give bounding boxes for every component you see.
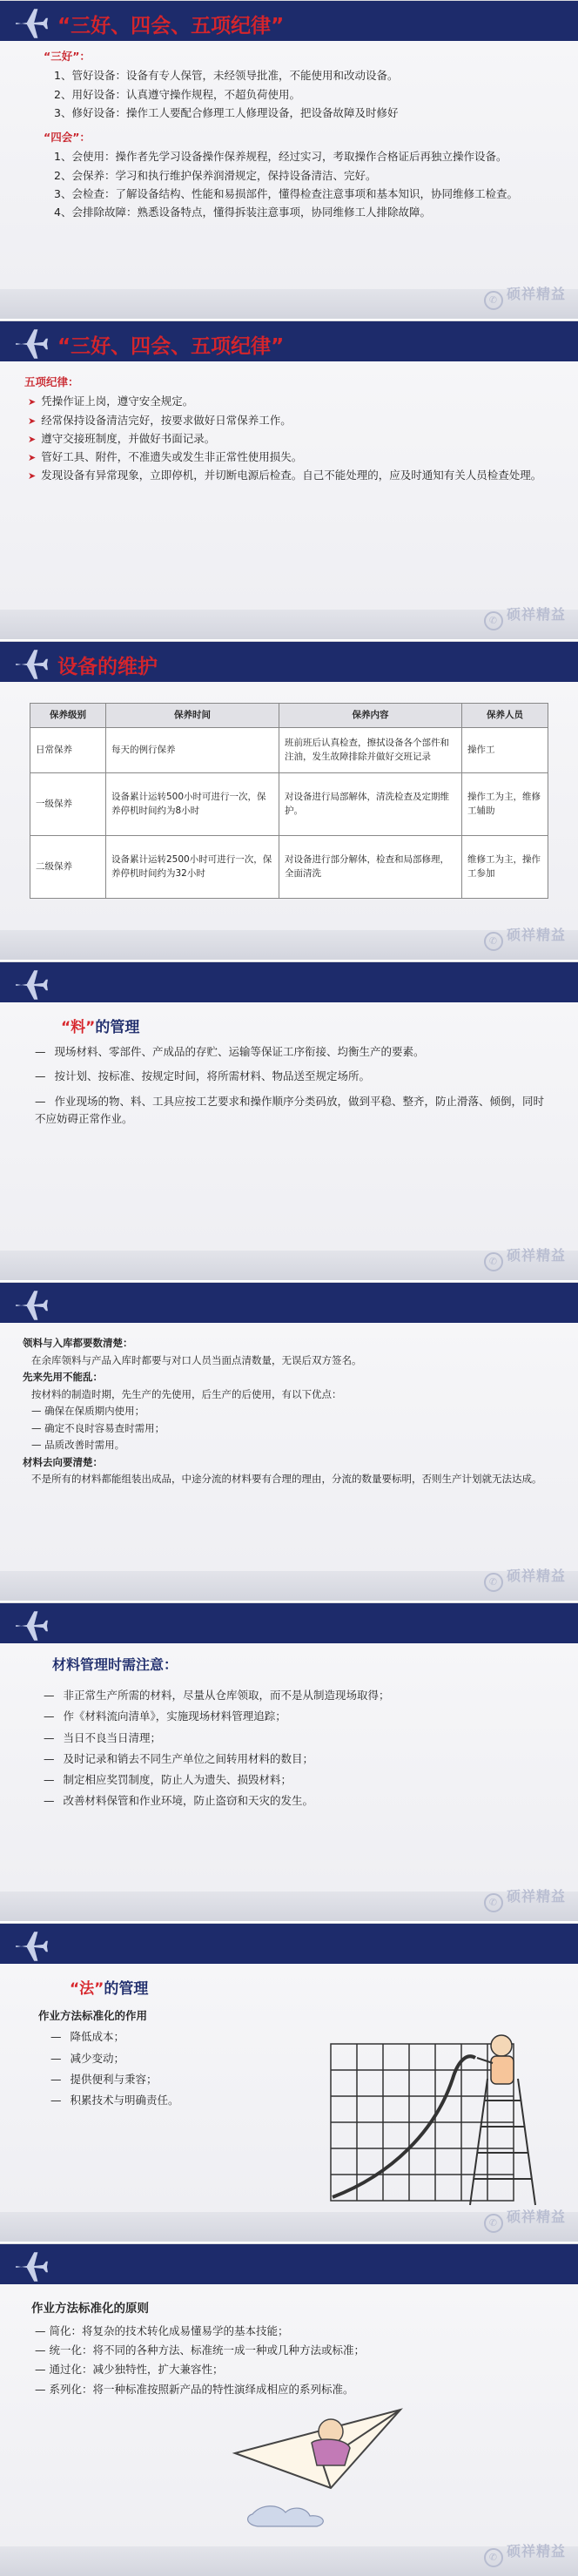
list-item: 1、管好设备：设备有专人保管，未经领导批准，不能使用和改动设备。: [54, 69, 399, 83]
list-item: — 提供便利与秉容；: [50, 2072, 158, 2086]
text-line: — 确保在保质期内使用；: [31, 1405, 145, 1418]
airplane-icon: [12, 1608, 49, 1644]
table-cell: 一级保养: [30, 773, 106, 836]
list-item: ➤ 遵守交接班制度，并做好书面记录。: [28, 431, 216, 445]
list-item: — 按计划、按标准、按规定时间，将所需材料、物品送至规定场所。: [35, 1069, 371, 1083]
table-cell: 设备累计运转500小时可进行一次，保养停机时间约为8小时: [106, 773, 279, 836]
table-cell: 班前班后认真检查，擦拭设备各个部件和注油，发生故障排除并做好交班记录: [279, 728, 462, 773]
list-item: 3、修好设备：操作工人要配合修理工人修理设备，把设备故障及时修好: [54, 105, 399, 119]
airplane-icon: [12, 326, 49, 362]
title-bar: [0, 1283, 578, 1323]
text-line: 领料与入库都要数清楚：: [23, 1337, 133, 1349]
list-item: — 当日不良当日清理；: [44, 1730, 162, 1744]
title-bar: [0, 2244, 578, 2284]
slide-content: [23, 44, 555, 222]
table-header: 保养时间: [106, 704, 279, 728]
watermark: ✆ 硕祥精益: [484, 924, 566, 951]
slide-8: [0, 2243, 578, 2576]
title-bar: [0, 1924, 578, 1964]
table-row: [30, 773, 548, 836]
table-cell: 每天的例行保养: [106, 728, 279, 773]
table-cell: 对设备进行部分解体，检查和局部修理，全面清洗: [279, 836, 462, 899]
text-line: — 确定不良时容易查时需用；: [31, 1421, 165, 1434]
watermark: ✆ 硕祥精益: [484, 2540, 566, 2567]
slide-2: [0, 320, 578, 639]
text-line: 不是所有的材料都能组装出成品，中途分流的材料要有合理的理由，分流的数量要标明，否则生产计划就无法达成。: [31, 1473, 542, 1486]
list-item: 1、会使用：操作者先学习设备操作保养规程，经过实习，考取操作合格证后再独立操作设备。: [54, 150, 507, 164]
section-heading: 作业方法标准化的原则: [31, 2302, 149, 2316]
section-heading: 五项纪律：: [24, 375, 79, 388]
airplane-icon: [12, 646, 49, 683]
watermark: ✆ 硕祥精益: [484, 604, 566, 631]
slide-title: “三好、四会、五项纪律”: [57, 15, 285, 37]
list-item: 3、会检查：了解设备结构、性能和易损部件，懂得检查注意事项和基本知识，协同维修工检查。: [54, 186, 518, 200]
text-line: — 品质改善时需用。: [31, 1439, 125, 1452]
watermark: ✆ 硕祥精益: [484, 283, 566, 310]
slide-content: [44, 1683, 552, 1814]
list-item: — 非正常生产所需的材料，尽量从仓库领取，而不是从制造现场取得；: [44, 1689, 390, 1702]
list-item: — 通过化：减少独特性，扩大兼容性；: [35, 2363, 224, 2377]
watermark: ✆ 硕祥精益: [484, 1244, 566, 1271]
slide-5: [0, 1282, 578, 1601]
table-cell: 二级保养: [30, 836, 106, 899]
slide-title: “料”的管理: [61, 1019, 140, 1036]
list-item: ➤ 发现设备有异常现象，立即停机，并切断电源后检查。自己不能处理的，应及时通知有关人员检查处理。: [28, 469, 542, 482]
airplane-icon: [12, 5, 49, 42]
table-header: 保养内容: [279, 704, 462, 728]
slide-content: [16, 703, 562, 899]
table-cell: 日常保养: [30, 728, 106, 773]
watermark: ✆ 硕祥精益: [484, 1565, 566, 1592]
text-line: 按材料的制造时期，先生产的先使用，后生产的后使用，有以下优点：: [31, 1387, 342, 1400]
slide-content: [23, 1335, 552, 1488]
table-cell: 维修工为主，操作工参加: [462, 836, 548, 899]
arrow-bullet-icon: ➤: [28, 433, 37, 445]
title-bar: [0, 962, 578, 1002]
ladder-icon: [470, 2079, 535, 2205]
list-item: — 系列化：将一种标准按照新产品的特性演绎成相应的系列标准。: [35, 2382, 354, 2396]
section-heading: “三好”：: [44, 50, 91, 63]
person-icon: [477, 2035, 514, 2084]
paper-plane-illustration: [226, 2392, 453, 2532]
airplane-icon: [12, 1928, 49, 1965]
list-item: — 改善材料保管和作业环境，防止盗窃和天灾的发生。: [44, 1794, 314, 1808]
list-item: ➤ 管好工具、附件，不准遗失或发生非正常性使用损失。: [28, 450, 303, 463]
list-item: — 统一化：将不同的各种方法、标准统一成一种或几种方法或标准；: [35, 2343, 365, 2357]
slide-1: [0, 0, 578, 319]
list-item: ➤ 凭操作证上岗，遵守安全规定。: [28, 394, 194, 408]
slide-title: 设备的维护: [57, 656, 158, 678]
list-item: ➤ 经常保持设备清洁完好，按要求做好日常保养工作。: [28, 413, 292, 427]
list-item: — 作《材料流向清单》，实施现场材料管理追踪；: [44, 1709, 286, 1723]
growth-chart-illustration: [322, 2026, 548, 2209]
slide-7: [0, 1923, 578, 2242]
slide-4: [0, 961, 578, 1280]
list-item: 2、会保养：学习和执行维护保养润滑规定，保持设备清洁、完好。: [54, 168, 377, 182]
slide-title: 材料管理时需注意：: [52, 1656, 178, 1673]
arrow-bullet-icon: ➤: [28, 452, 37, 463]
section-heading: 作业方法标准化的作用: [38, 2009, 148, 2022]
slide-title: “法”的管理: [70, 1980, 149, 1998]
list-item: — 作业现场的物、料、工具应按工艺要求和操作顺序分类码放，做到平稳、整齐，防止滑落、倾倒，同时不应妨碍正常作业。: [35, 1094, 545, 1125]
arrow-bullet-icon: ➤: [28, 415, 37, 427]
table-header: 保养人员: [462, 704, 548, 728]
table-header-row: [30, 704, 548, 728]
table-row: [30, 836, 548, 899]
text-line: 材料去向要清楚：: [23, 1455, 103, 1468]
airplane-icon: [12, 967, 49, 1003]
slide-6: [0, 1602, 578, 1921]
table-cell: 设备累计运转2500小时可进行一次，保养停机时间约为32小时: [106, 836, 279, 899]
list-item: — 现场材料、零部件、产成品的存贮、运输等保证工序衔接、均衡生产的要素。: [35, 1045, 425, 1058]
table-cell: 操作工: [462, 728, 548, 773]
table-row: [30, 728, 548, 773]
list-item: — 减少变动；: [50, 2051, 125, 2065]
slide-content: [38, 2007, 317, 2113]
slide-content: [35, 1042, 552, 1129]
text-line: 在余库领料与产品入库时都要与对口人员当面点清数量，无误后双方签名。: [31, 1353, 362, 1366]
slide-content: [23, 370, 555, 486]
watermark: ✆ 硕祥精益: [484, 1885, 566, 1912]
airplane-icon: [12, 1287, 49, 1324]
table-cell: 操作工为主，维修工辅助: [462, 773, 548, 836]
slide-content: [31, 2300, 555, 2400]
list-item: — 及时记录和销去不同生产单位之间转用材料的数目；: [44, 1751, 314, 1765]
list-item: — 简化：将复杂的技术转化成易懂易学的基本技能；: [35, 2323, 289, 2337]
list-item: — 积累技术与明确责任。: [50, 2094, 179, 2107]
table-header: 保养级别: [30, 704, 106, 728]
watermark: ✆ 硕祥精益: [484, 2206, 566, 2233]
list-item: 2、用好设备：认真遵守操作规程，不超负荷使用。: [54, 87, 300, 101]
airplane-icon: [12, 2249, 49, 2285]
table-cell: 对设备进行局部解体，清洗检查及定期维护。: [279, 773, 462, 836]
text-line: 先来先用不能乱：: [23, 1371, 103, 1384]
slide-title: “三好、四会、五项纪律”: [57, 335, 285, 358]
slide-3: [0, 641, 578, 960]
list-item: — 制定相应奖罚制度，防止人为遗失、损毁材料；: [44, 1773, 292, 1786]
arrow-bullet-icon: ➤: [28, 470, 37, 482]
maintenance-table: [30, 703, 548, 899]
list-item: — 降低成本；: [50, 2030, 125, 2044]
title-bar: [0, 1603, 578, 1643]
section-heading: “四会”：: [44, 131, 91, 144]
list-item: 4、会排除故障：熟悉设备特点，懂得拆装注意事项，协同维修工人排除故障。: [54, 206, 431, 219]
arrow-bullet-icon: ➤: [28, 396, 37, 408]
